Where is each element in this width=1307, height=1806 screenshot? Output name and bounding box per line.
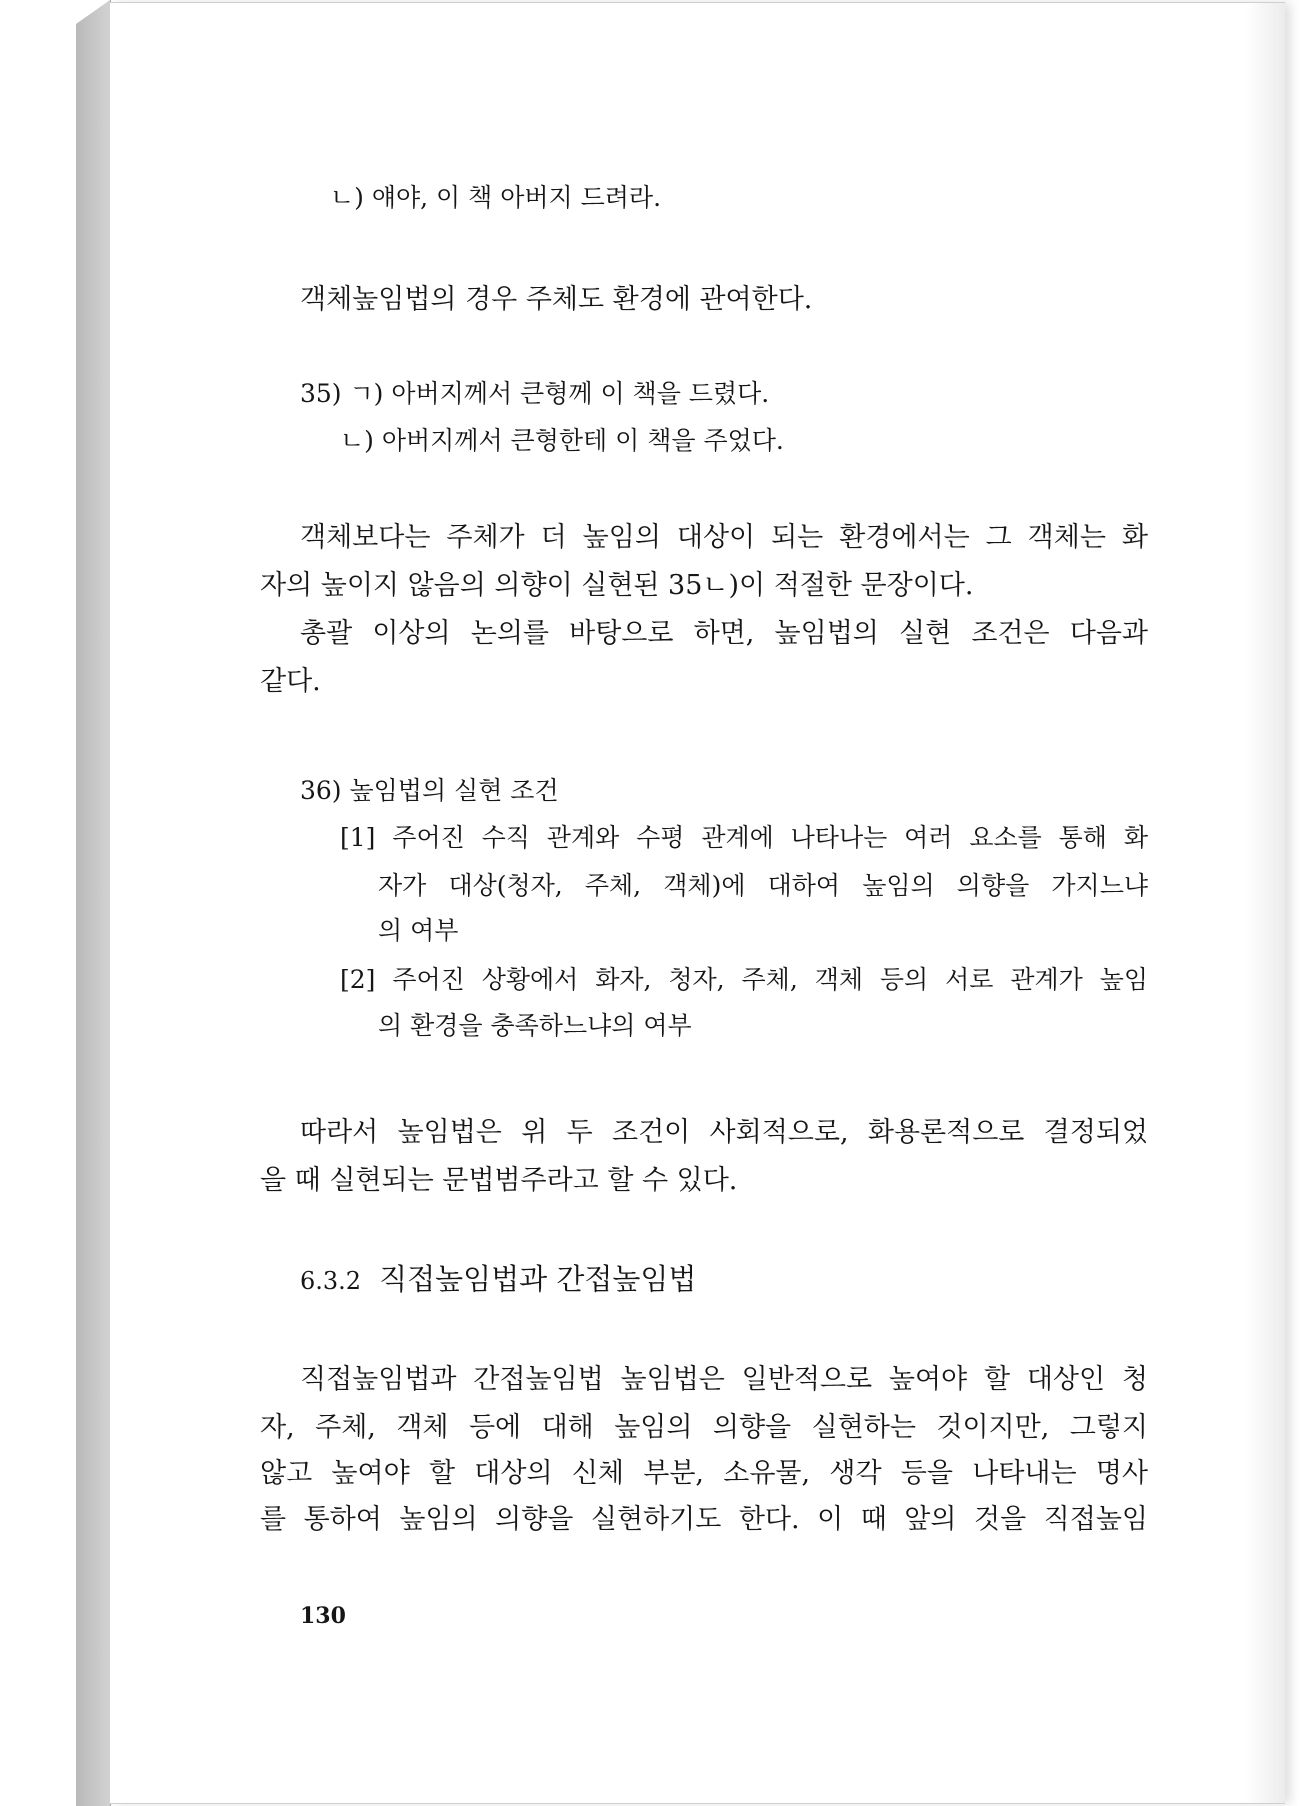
direct-indirect-line-1: 직접높임법과 간접높임법 높임법은 일반적으로 높여야 할 대상인 청 <box>300 1364 1148 1395</box>
example-35-line-1: 35) ㄱ) 아버지께서 큰형께 이 책을 드렸다. <box>300 379 770 408</box>
section-number: 6.3.2 <box>300 1267 362 1295</box>
top-example-line: ㄴ) 얘야, 이 책 아버지 드려라. <box>330 183 662 212</box>
direct-indirect-line-4: 를 통하여 높임의 의향을 실현하기도 한다. 이 때 앞의 것을 직접높임 <box>260 1504 1148 1535</box>
subject-over-object-line-1: 객체보다는 주체가 더 높임의 대상이 되는 환경에서는 그 객체는 화 <box>300 522 1148 553</box>
page-edge-shade <box>1245 3 1285 1803</box>
condition-1-line-3: 의 여부 <box>378 916 459 945</box>
book-spine-corner <box>76 0 110 24</box>
condition-1-line-2: 자가 대상(청자, 주체, 객체)에 대하여 높임의 의향을 가지느냐 <box>378 871 1148 900</box>
conclusion-line-1: 따라서 높임법은 위 두 조건이 사회적으로, 화용론적으로 결정되었 <box>300 1117 1148 1148</box>
object-honorific-paragraph: 객체높임법의 경우 주체도 환경에 관여한다. <box>300 284 813 315</box>
subject-over-object-line-2: 자의 높이지 않음의 의향이 실현된 35ㄴ)이 적절한 문장이다. <box>260 570 974 601</box>
section-heading <box>300 1262 696 1298</box>
example-35-line-2: ㄴ) 아버지께서 큰형한테 이 책을 주었다. <box>340 426 784 455</box>
page-number: 130 <box>300 1603 346 1629</box>
section-title: 직접높임법과 간접높임법 <box>379 1262 697 1296</box>
direct-indirect-line-2: 자, 주체, 객체 등에 대해 높임의 의향을 실현하는 것이지만, 그렇지 <box>260 1412 1148 1443</box>
example-36-title: 36) 높임법의 실현 조건 <box>300 776 559 805</box>
conclusion-line-2: 을 때 실현되는 문법범주라고 할 수 있다. <box>260 1165 738 1196</box>
summary-line-2: 같다. <box>260 666 321 697</box>
condition-2-line-2: 의 환경을 충족하느냐의 여부 <box>378 1011 692 1040</box>
condition-2-line-1: [2] 주어진 상황에서 화자, 청자, 주체, 객체 등의 서로 관계가 높임 <box>340 965 1148 994</box>
summary-line-1: 총괄 이상의 논의를 바탕으로 하면, 높임법의 실현 조건은 다음과 <box>300 618 1148 649</box>
book-page <box>110 2 1285 1804</box>
condition-1-line-1: [1] 주어진 수직 관계와 수평 관계에 나타나는 여러 요소를 통해 화 <box>340 823 1148 852</box>
book-spine <box>76 0 111 1806</box>
direct-indirect-line-3: 않고 높여야 할 대상의 신체 부분, 소유물, 생각 등을 나타내는 명사 <box>260 1458 1148 1489</box>
